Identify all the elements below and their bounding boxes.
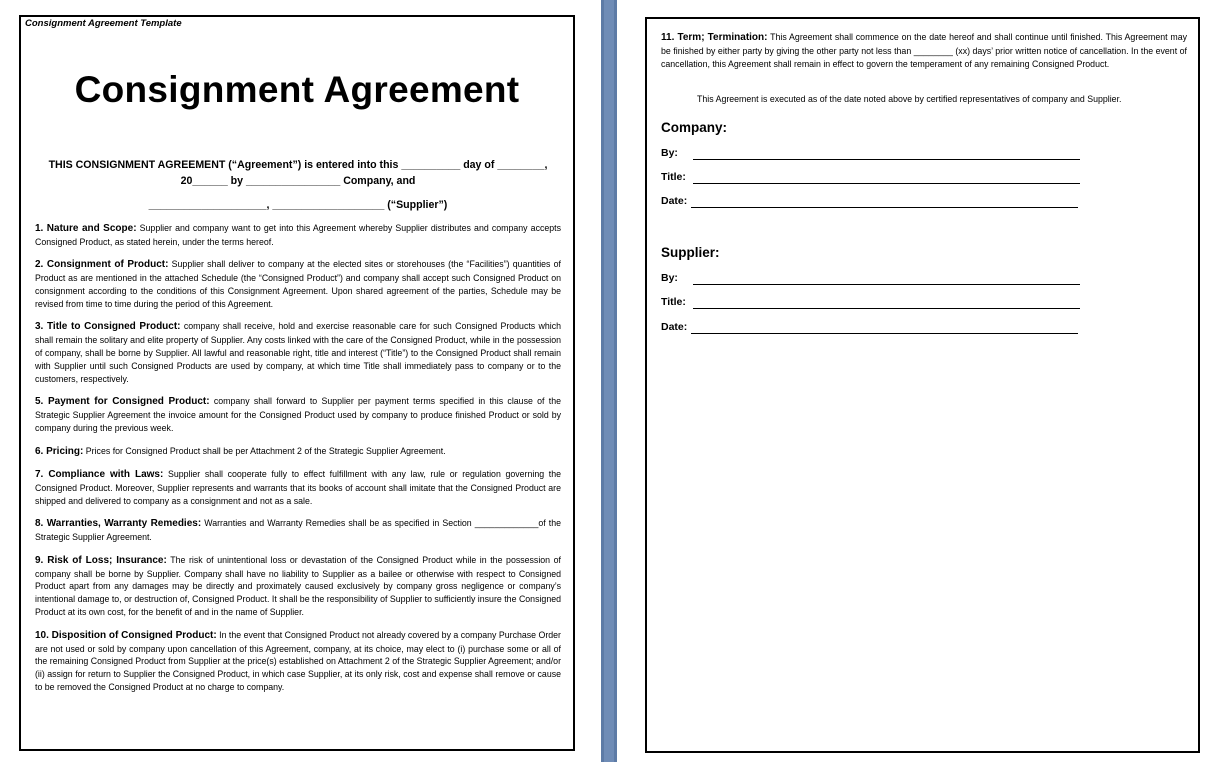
signature-line[interactable] [691, 207, 1078, 208]
clause-heading: 10. Disposition of Consigned Product: [35, 629, 217, 641]
clause-heading: 9. Risk of Loss; Insurance: [35, 554, 167, 566]
field-label: Title: [661, 296, 686, 308]
execution-statement: This Agreement is executed as of the date noted above by certified representatives of company and Supplier. [697, 94, 1122, 104]
field-label: Date: [661, 321, 688, 333]
clause-heading: 11. Term; Termination: [661, 32, 768, 43]
field-label: By: [661, 272, 678, 284]
intro-line-3: ____________________, ___________________ (“Supplier”) [148, 199, 448, 211]
field-label: Title: [661, 171, 686, 183]
clause-3 [35, 320, 561, 386]
clause-heading: 2. Consignment of Product: [35, 259, 169, 271]
clause-9 [35, 554, 561, 620]
clause-heading: 6. Pricing: [35, 445, 84, 457]
document-title: Consignment Agreement [74, 69, 520, 110]
signature-line[interactable] [693, 284, 1080, 285]
clause-text: company shall forward to Supplier per payment terms specified in this clause of the Strategic Supplier Agreement the invoice amount for the Consigned Product used by company to produce finished Product or sold by company during the previous week. [35, 396, 561, 434]
intro-line-1: THIS CONSIGNMENT AGREEMENT (“Agreement”) is entered into this __________ day of ________, [48, 159, 548, 171]
signature-line[interactable] [693, 308, 1080, 309]
clauses-list [35, 222, 561, 704]
signature-line[interactable] [693, 183, 1080, 184]
signature-line[interactable] [693, 159, 1080, 160]
clause-heading: 8. Warranties, Warranty Remedies: [35, 518, 202, 530]
clause-5 [35, 395, 561, 435]
clause-text: This Agreement shall commence on the date hereof and shall continue until finished. This Agreement may be finished by either party by giving the other party not less than ________ (xx) days’ prior written notice of cancellation. In the event of cancellation, this Agreement shall remain in effect to govern the temperament of any remaining Consigned Product. [661, 32, 1188, 69]
page-gutter [601, 0, 617, 762]
clause-text: Warranties and Warranty Remedies shall be as specified in Section _____________of the Strategic Supplier Agreement. [35, 518, 561, 543]
clause-10 [35, 629, 561, 695]
clause-heading: 5. Payment for Consigned Product: [35, 396, 210, 408]
intro-line-2: 20______ by ________________ Company, and [180, 175, 416, 187]
clause-heading: 1. Nature and Scope: [35, 223, 137, 234]
clause-text: Prices for Consigned Product shall be per Attachment 2 of the Strategic Supplier Agreement. [83, 445, 446, 456]
clause-text: The risk of unintentional loss or devastation of the Consigned Product while in the possession of company shall be borne by Supplier. Company shall have no liability to Supplier as a bailee or otherwise with respect to Consigned Product apart from any damages may be directly and proximately caused exclusively by company gross negligence or company’s intentional damage to, or destruction of, Consigned Product. It shall be the responsibility of Supplier to sufficiently insure the Consigned Product at its own cost, for the benefit of and in the name of Supplier. [35, 554, 561, 618]
clause-text: Supplier shall cooperate fully to effect fulfillment with any law, rule or regulation governing the Consigned Product. Moreover, Supplier represents and warrants that its books of account shall imitate that the Consigned Product are shipped and delivered to company as a consignment and not as a sale. [35, 469, 561, 506]
clause-2 [35, 258, 561, 311]
clause-7 [35, 468, 561, 508]
signature-line[interactable] [691, 333, 1078, 334]
document-page-2 [645, 17, 1200, 753]
clause-text: Supplier and company want to get into this Agreement whereby Supplier distributes and company accepts Consigned Product, as stated herein, under the terms hereof. [35, 223, 561, 247]
clause-text: company shall receive, hold and exercise reasonable care for such Consigned Products which shall remain the solitary and elite property of Supplier. Any costs linked with the care of the Consigned Product, while in the possession of company, shall be borne by Supplier. All lawful and reasonable right, title and interest (“Title”) to the Consigned Product shall remain with Supplier until such Consigned Products are used by company, at which time Title shall immediately pass to company or to the customers, respectively. [35, 321, 561, 385]
clause-heading: 3. Title to Consigned Product: [35, 321, 181, 333]
clause-8 [35, 517, 561, 544]
clause-text: Supplier shall deliver to company at the elected sites or storehouses (the “Facilities”) quantities of Product as are mentioned in the attached Schedule (the “Consigned Product”) and company shall accept such Consigned Product on consignment according to the conditions of this Consignment Agreement. Upon shared agreement of the parties, Schedule may be revised from time to time during the period of this Agreement. [35, 259, 562, 310]
company-heading: Company: [661, 120, 728, 135]
header-template-label: Consignment Agreement Template [25, 18, 182, 29]
clause-1 [35, 222, 561, 249]
intro-paragraph [33, 157, 563, 213]
field-label: Date: [661, 195, 688, 207]
clause-heading: 7. Compliance with Laws: [35, 469, 164, 481]
document-page-1 [19, 15, 575, 751]
clause-6 [35, 445, 561, 459]
clause-text: In the event that Consigned Product not already covered by a company Purchase Order are not used or sold by company upon cancellation of this Agreement, company, at its choice, may elect to (i) purchase some or all of the remaining Consigned Product from Supplier at the price(s) established on Attachment 2 of the Strategic Supplier Agreement; and/or (ii) assign for return to Supplier the Consigned Product, in which case Supplier, at its only risk, cost and expense shall remove or cause to be removed the Consigned Product at no charge to company. [35, 629, 561, 693]
supplier-heading: Supplier: [661, 245, 720, 260]
field-label: By: [661, 147, 678, 159]
clause-11 [661, 31, 1187, 71]
